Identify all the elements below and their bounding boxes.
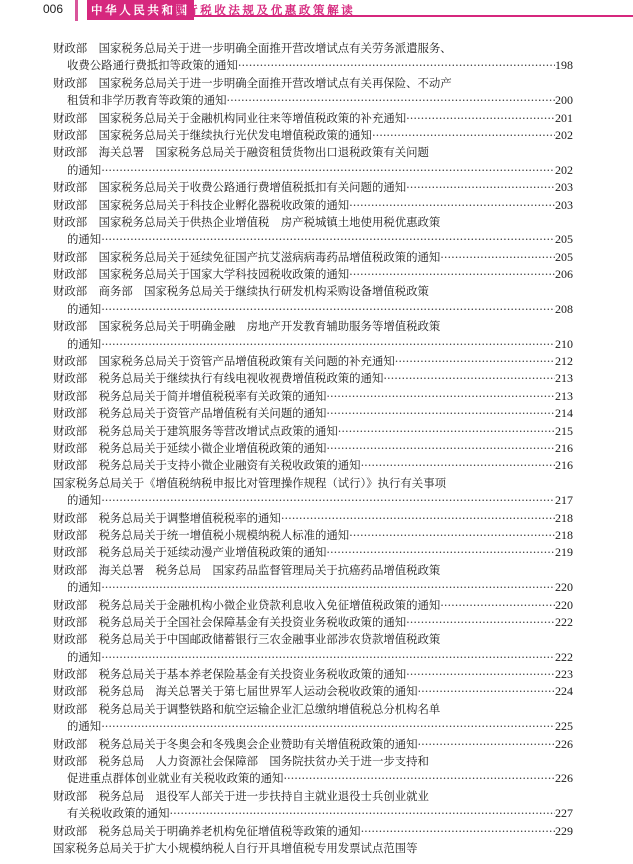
toc-line — [53, 788, 573, 805]
toc-entry[interactable] — [53, 144, 573, 179]
toc-entry[interactable] — [53, 266, 573, 283]
toc-entry[interactable] — [53, 701, 573, 736]
toc-page-number: 222 — [555, 649, 573, 664]
toc-page-number: 202 — [555, 162, 573, 177]
toc-title: 财政部 海关总署 国家税务总局关于融资租赁货物出口退税政策有关问题 — [53, 145, 429, 160]
book-brand: 中华人民共和国 — [87, 0, 194, 20]
toc-line — [53, 75, 573, 92]
leader-dots — [349, 197, 555, 214]
toc-title: 的通知 — [67, 580, 102, 595]
toc-line — [53, 179, 573, 196]
leader-dots — [226, 92, 555, 109]
table-of-contents — [53, 40, 573, 857]
toc-title: 财政部 税务总局关于简并增值税税率有关政策的通知 — [53, 388, 327, 403]
toc-title: 财政部 国家税务总局关于国家大学科技园税收政策的通知 — [53, 267, 350, 282]
leader-dots — [281, 510, 555, 527]
toc-entry[interactable] — [53, 562, 573, 597]
toc-line — [53, 527, 573, 544]
toc-line — [53, 579, 573, 596]
toc-title: 财政部 税务总局关于冬奥会和冬残奥会企业赞助有关增值税政策的通知 — [53, 736, 418, 751]
toc-title: 财政部 国家税务总局关于金融机构同业往来等增值税政策的补充通知 — [53, 110, 407, 125]
leader-dots — [440, 249, 555, 266]
toc-page-number: 224 — [555, 684, 573, 699]
toc-page-number: 219 — [555, 545, 573, 560]
toc-entry[interactable] — [53, 614, 573, 631]
toc-page-number: 220 — [555, 597, 573, 612]
leader-dots — [418, 736, 555, 753]
toc-line — [53, 440, 573, 457]
toc-page-number: 213 — [555, 371, 573, 386]
leader-dots — [372, 127, 555, 144]
toc-title: 财政部 税务总局关于全国社会保障基金有关投资业务税收政策的通知 — [53, 614, 407, 629]
toc-entry[interactable] — [53, 840, 573, 857]
leader-dots — [326, 440, 555, 457]
toc-entry[interactable] — [53, 788, 573, 823]
toc-entry[interactable] — [53, 197, 573, 214]
toc-title: 的通知 — [67, 719, 102, 734]
page-header — [0, 0, 633, 22]
toc-title: 财政部 国家税务总局关于继续执行光伏发电增值税政策的通知 — [53, 127, 372, 142]
toc-line — [53, 92, 573, 109]
toc-entry[interactable] — [53, 249, 573, 266]
toc-title: 财政部 税务总局关于延续小微企业增值税政策的通知 — [53, 440, 327, 455]
leader-dots — [349, 266, 555, 283]
leader-dots — [361, 457, 555, 474]
toc-title: 的通知 — [67, 649, 102, 664]
toc-entry[interactable] — [53, 631, 573, 666]
leader-dots — [101, 718, 555, 735]
page-number: 006 — [43, 2, 64, 16]
leader-dots — [406, 614, 555, 631]
leader-dots — [101, 231, 555, 248]
toc-page-number: 206 — [555, 267, 573, 282]
toc-line — [53, 562, 573, 579]
toc-page-number: 214 — [555, 406, 573, 421]
toc-page-number: 201 — [555, 110, 573, 125]
toc-title: 财政部 税务总局关于调整增值税税率的通知 — [53, 510, 281, 525]
toc-title: 财政部 商务部 国家税务总局关于继续执行研发机构采购设备增值税政策 — [53, 284, 429, 299]
leader-dots — [338, 423, 555, 440]
toc-line — [53, 683, 573, 700]
toc-title: 财政部 税务总局关于中国邮政储蓄银行三农金融事业部涉农贷款增值税政策 — [53, 632, 441, 647]
toc-title: 财政部 国家税务总局关于进一步明确全面推开营改增试点有关再保险、不动产 — [53, 75, 452, 90]
toc-page-number: 203 — [555, 197, 573, 212]
leader-dots — [406, 666, 555, 683]
toc-page-number: 226 — [555, 736, 573, 751]
toc-line — [53, 318, 573, 335]
leader-dots — [326, 405, 555, 422]
toc-title: 财政部 税务总局关于调整铁路和航空运输企业汇总缴纳增值税总分机构名单 — [53, 701, 441, 716]
toc-title: 财政部 海关总署 税务总局 国家药品监督管理局关于抗癌药品增值税政策 — [53, 562, 441, 577]
toc-entry[interactable] — [53, 753, 573, 788]
toc-line — [53, 701, 573, 718]
toc-page-number: 223 — [555, 667, 573, 682]
leader-dots — [326, 544, 555, 561]
toc-line — [53, 127, 573, 144]
toc-title: 国家税务总局关于《增值税纳税申报比对管理操作规程（试行）》执行有关事项 — [53, 475, 446, 490]
toc-entry[interactable] — [53, 544, 573, 561]
toc-title: 财政部 国家税务总局关于供热企业增值税 房产税城镇土地使用税优惠政策 — [53, 214, 441, 229]
toc-page-number: 216 — [555, 440, 573, 455]
toc-entry[interactable] — [53, 683, 573, 700]
toc-line — [53, 249, 573, 266]
toc-line — [53, 666, 573, 683]
toc-line — [53, 649, 573, 666]
toc-entry[interactable] — [53, 179, 573, 196]
toc-title: 财政部 税务总局关于继续执行有线电视收视费增值税政策的通知 — [53, 371, 384, 386]
toc-line — [53, 840, 573, 857]
leader-dots — [101, 492, 555, 509]
toc-entry[interactable] — [53, 283, 573, 318]
toc-page-number: 205 — [555, 232, 573, 247]
leader-dots — [101, 336, 555, 353]
toc-title: 财政部 税务总局关于基本养老保险基金有关投资业务税收政策的通知 — [53, 667, 407, 682]
toc-line — [53, 631, 573, 648]
toc-title: 财政部 税务总局 海关总署关于第七届世界军人运动会税收政策的通知 — [53, 684, 418, 699]
toc-title: 租赁和非学历教育等政策的通知 — [67, 93, 227, 108]
toc-entry[interactable] — [53, 353, 573, 370]
toc-entry[interactable] — [53, 40, 573, 75]
toc-entry[interactable] — [53, 510, 573, 527]
toc-line — [53, 823, 573, 840]
toc-entry[interactable] — [53, 666, 573, 683]
toc-title: 财政部 国家税务总局关于资管产品增值税政策有关问题的补充通知 — [53, 354, 395, 369]
leader-dots — [101, 162, 555, 179]
leader-dots — [361, 823, 555, 840]
toc-line — [53, 718, 573, 735]
toc-title: 财政部 国家税务总局关于明确金融 房地产开发教育辅助服务等增值税政策 — [53, 319, 441, 334]
toc-entry[interactable] — [53, 823, 573, 840]
toc-page-number: 205 — [555, 249, 573, 264]
toc-line — [53, 197, 573, 214]
leader-dots — [440, 597, 555, 614]
toc-entry[interactable] — [53, 388, 573, 405]
toc-line — [53, 544, 573, 561]
toc-line — [53, 370, 573, 387]
toc-line — [53, 388, 573, 405]
toc-line — [53, 266, 573, 283]
toc-entry[interactable] — [53, 457, 573, 474]
toc-line — [53, 405, 573, 422]
toc-page-number: 220 — [555, 580, 573, 595]
toc-line — [53, 110, 573, 127]
toc-line — [53, 475, 573, 492]
toc-entry[interactable] — [53, 405, 573, 422]
toc-title: 的通知 — [67, 232, 102, 247]
toc-title: 财政部 税务总局关于金融机构小微企业贷款利息收入免征增值税政策的通知 — [53, 597, 441, 612]
toc-title: 财政部 税务总局关于资管产品增值税有关问题的通知 — [53, 406, 327, 421]
toc-line — [53, 753, 573, 770]
leader-dots — [418, 683, 555, 700]
toc-line — [53, 283, 573, 300]
leader-dots — [406, 110, 555, 127]
toc-page-number: 200 — [555, 93, 573, 108]
toc-title: 国家税务总局关于扩大小规模纳税人自行开具增值税专用发票试点范围等 — [53, 840, 418, 855]
toc-page-number: 227 — [555, 806, 573, 821]
leader-dots — [238, 57, 555, 74]
toc-entry[interactable] — [53, 440, 573, 457]
toc-title: 财政部 税务总局关于统一增值税小规模纳税人标准的通知 — [53, 527, 350, 542]
toc-entry[interactable] — [53, 127, 573, 144]
toc-page-number: 218 — [555, 510, 573, 525]
toc-page-number: 217 — [555, 493, 573, 508]
toc-page-number: 213 — [555, 388, 573, 403]
book-subtitle: 现行税收法规及优惠政策解读 — [172, 3, 356, 17]
toc-line — [53, 301, 573, 318]
toc-title: 财政部 国家税务总局关于延续免征国产抗艾滋病病毒药品增值税政策的通知 — [53, 249, 441, 264]
toc-entry[interactable] — [53, 110, 573, 127]
toc-title: 财政部 国家税务总局关于进一步明确全面推开营改增试点有关劳务派遣服务、 — [53, 41, 452, 55]
toc-page-number: 198 — [555, 58, 573, 73]
toc-page-number: 210 — [555, 336, 573, 351]
toc-title: 收费公路通行费抵扣等政策的通知 — [67, 58, 238, 73]
toc-line — [53, 162, 573, 179]
toc-entry[interactable] — [53, 370, 573, 387]
toc-title: 的通知 — [67, 336, 102, 351]
toc-title: 的通知 — [67, 301, 102, 316]
toc-line — [53, 40, 573, 57]
leader-dots — [170, 805, 555, 822]
toc-page-number: 203 — [555, 180, 573, 195]
toc-line — [53, 144, 573, 161]
toc-page-number: 226 — [555, 771, 573, 786]
toc-page-number: 212 — [555, 354, 573, 369]
toc-entry[interactable] — [53, 475, 573, 510]
toc-title: 财政部 税务总局 人力资源社会保障部 国务院扶贫办关于进一步支持和 — [53, 754, 429, 769]
toc-line — [53, 736, 573, 753]
toc-entry[interactable] — [53, 527, 573, 544]
toc-entry[interactable] — [53, 75, 573, 110]
toc-title: 的通知 — [67, 162, 102, 177]
toc-line — [53, 57, 573, 74]
toc-title: 财政部 税务总局 退役军人部关于进一步扶持自主就业退役士兵创业就业 — [53, 788, 429, 803]
toc-entry[interactable] — [53, 423, 573, 440]
toc-title: 财政部 税务总局关于建筑服务等营改增试点政策的通知 — [53, 423, 338, 438]
leader-dots — [395, 353, 555, 370]
toc-entry[interactable] — [53, 597, 573, 614]
toc-line — [53, 231, 573, 248]
toc-title: 财政部 国家税务总局关于收费公路通行费增值税抵扣有关问题的通知 — [53, 180, 407, 195]
toc-line — [53, 597, 573, 614]
toc-title: 促进重点群体创业就业有关税收政策的通知 — [67, 771, 284, 786]
toc-line — [53, 614, 573, 631]
toc-page-number: 218 — [555, 527, 573, 542]
toc-line — [53, 423, 573, 440]
toc-entry[interactable] — [53, 214, 573, 249]
toc-page-number: 208 — [555, 301, 573, 316]
leader-dots — [383, 370, 555, 387]
toc-page-number: 222 — [555, 614, 573, 629]
toc-line — [53, 492, 573, 509]
toc-entry[interactable] — [53, 318, 573, 353]
toc-page-number: 225 — [555, 719, 573, 734]
leader-dots — [283, 770, 555, 787]
toc-title: 财政部 税务总局关于明确养老机构免征增值税等政策的通知 — [53, 823, 361, 838]
toc-line — [53, 353, 573, 370]
toc-page-number: 229 — [555, 823, 573, 838]
leader-dots — [101, 579, 555, 596]
toc-line — [53, 336, 573, 353]
leader-dots — [101, 301, 555, 318]
toc-line — [53, 770, 573, 787]
leader-dots — [326, 388, 555, 405]
toc-page-number: 215 — [555, 423, 573, 438]
toc-title: 的通知 — [67, 493, 102, 508]
toc-line — [53, 805, 573, 822]
toc-line — [53, 457, 573, 474]
toc-page-number: 202 — [555, 127, 573, 142]
header-accent-bar — [75, 0, 78, 21]
toc-title: 财政部 税务总局关于支持小微企业融资有关税收政策的通知 — [53, 458, 361, 473]
toc-line — [53, 214, 573, 231]
toc-title: 财政部 税务总局关于延续动漫产业增值税政策的通知 — [53, 545, 327, 560]
leader-dots — [101, 649, 555, 666]
toc-title: 有关税收政策的通知 — [67, 806, 170, 821]
toc-title: 财政部 国家税务总局关于科技企业孵化器税收政策的通知 — [53, 197, 350, 212]
toc-line — [53, 510, 573, 527]
leader-dots — [406, 179, 555, 196]
toc-entry[interactable] — [53, 736, 573, 753]
toc-page-number: 216 — [555, 458, 573, 473]
leader-dots — [349, 527, 555, 544]
